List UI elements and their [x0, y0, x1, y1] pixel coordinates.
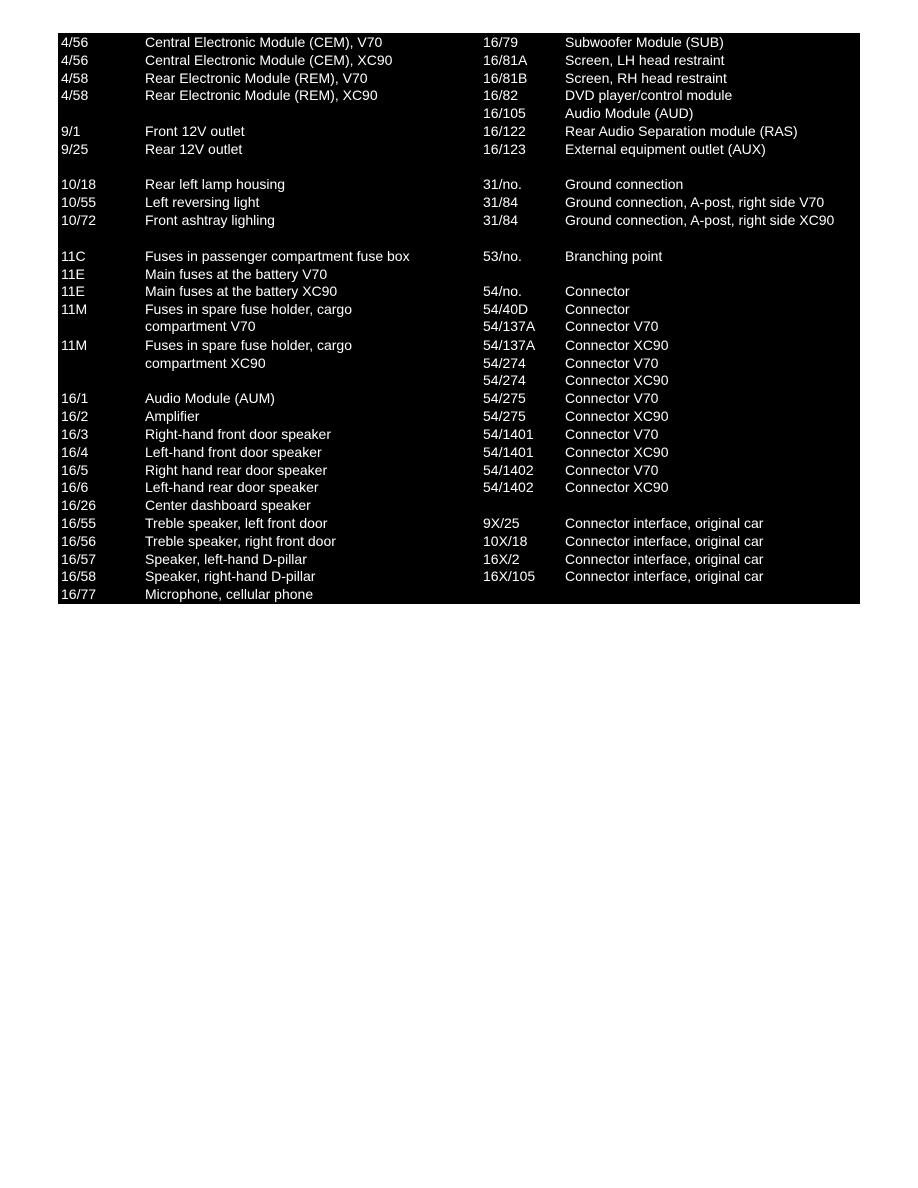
component-description: Connector XC90 [565, 372, 669, 388]
component-description: Treble speaker, left front door [145, 515, 328, 531]
component-description: Fuses in spare fuse holder, cargo [145, 301, 353, 317]
component-code: 54/1402 [483, 462, 534, 478]
component-code: 54/274 [483, 355, 526, 371]
component-description: Rear Electronic Module (REM), V70 [145, 70, 368, 86]
component-code: 16/77 [61, 586, 97, 602]
component-code: 16/3 [61, 426, 89, 442]
component-description: Connector XC90 [565, 444, 669, 460]
component-code: 16/56 [61, 533, 97, 549]
component-code: 16/58 [61, 568, 97, 584]
component-code: 11E [61, 283, 85, 299]
component-code: 11M [61, 301, 88, 317]
component-code: 31/84 [483, 194, 519, 210]
component-description: Connector XC90 [565, 337, 669, 353]
component-code: 31/no. [483, 176, 522, 192]
component-description: Fuses in passenger compartment fuse box [145, 248, 410, 264]
component-description: Branching point [565, 248, 663, 264]
component-code: 16/122 [483, 123, 526, 139]
component-description: Right hand rear door speaker [145, 462, 328, 478]
component-code: 10/55 [61, 194, 97, 210]
component-description: Screen, RH head restraint [565, 70, 727, 86]
component-code: 16/1 [61, 390, 89, 406]
component-code: 16/57 [61, 551, 97, 567]
component-description: Left-hand rear door speaker [145, 479, 319, 495]
component-description: Ground connection [565, 176, 684, 192]
component-description: Connector [565, 283, 630, 299]
component-code: 11M [61, 337, 88, 353]
component-code: 54/40D [483, 301, 529, 317]
component-code: 9/25 [61, 141, 89, 157]
component-description: Connector V70 [565, 462, 659, 478]
component-code: 31/84 [483, 212, 519, 228]
component-code: 16/79 [483, 34, 519, 50]
component-code: 53/no. [483, 248, 522, 264]
component-description: Right-hand front door speaker [145, 426, 331, 442]
component-code: 54/1401 [483, 426, 534, 442]
component-description: Audio Module (AUM) [145, 390, 275, 406]
component-description: compartment V70 [145, 318, 256, 334]
component-description: Central Electronic Module (CEM), V70 [145, 34, 383, 50]
component-code: 11E [61, 266, 85, 282]
component-code: 16/81A [483, 52, 528, 68]
component-description: Left reversing light [145, 194, 260, 210]
component-code: 54/274 [483, 372, 526, 388]
component-description: Connector interface, original car [565, 568, 764, 584]
component-description: Front 12V outlet [145, 123, 245, 139]
component-code: 16X/105 [483, 568, 536, 584]
component-description: Amplifier [145, 408, 200, 424]
component-code: 4/56 [61, 34, 89, 50]
component-description: Connector V70 [565, 318, 659, 334]
component-code: 16/55 [61, 515, 97, 531]
component-code: 9/1 [61, 123, 81, 139]
component-code: 54/no. [483, 283, 522, 299]
component-code: 54/137A [483, 337, 536, 353]
component-code: 54/1401 [483, 444, 534, 460]
component-code: 11C [61, 248, 86, 264]
component-description: Ground connection, A-post, right side V70 [565, 194, 825, 210]
component-description: Ground connection, A-post, right side XC90 [565, 212, 835, 228]
component-description: Connector interface, original car [565, 551, 764, 567]
component-code: 16/123 [483, 141, 526, 157]
component-code: 54/137A [483, 318, 536, 334]
component-code: 16/4 [61, 444, 89, 460]
component-description: Main fuses at the battery XC90 [145, 283, 338, 299]
component-description: Central Electronic Module (CEM), XC90 [145, 52, 393, 68]
component-description: Rear 12V outlet [145, 141, 243, 157]
component-description: compartment XC90 [145, 355, 266, 371]
component-description: Connector XC90 [565, 479, 669, 495]
component-code: 10/18 [61, 176, 97, 192]
component-description: Connector V70 [565, 390, 659, 406]
component-description: Connector XC90 [565, 408, 669, 424]
component-description: Front ashtray lighling [145, 212, 275, 228]
component-description: Connector interface, original car [565, 515, 764, 531]
component-code: 16/5 [61, 462, 89, 478]
component-code: 16/26 [61, 497, 97, 513]
component-code: 54/275 [483, 408, 526, 424]
component-code: 10X/18 [483, 533, 528, 549]
component-description: Connector V70 [565, 355, 659, 371]
component-description: Main fuses at the battery V70 [145, 266, 328, 282]
component-code: 54/275 [483, 390, 526, 406]
component-description: Connector V70 [565, 426, 659, 442]
component-code: 16/82 [483, 87, 519, 103]
component-description: Left-hand front door speaker [145, 444, 322, 460]
component-description: Connector interface, original car [565, 533, 764, 549]
component-code: 16/2 [61, 408, 89, 424]
component-description: Treble speaker, right front door [145, 533, 336, 549]
component-code: 9X/25 [483, 515, 520, 531]
component-description: Microphone, cellular phone [145, 586, 314, 602]
component-legend-panel [58, 33, 860, 604]
component-description: Fuses in spare fuse holder, cargo [145, 337, 353, 353]
component-description: Audio Module (AUD) [565, 105, 694, 121]
component-description: Speaker, right-hand D-pillar [145, 568, 316, 584]
component-code: 4/58 [61, 70, 89, 86]
component-description: Center dashboard speaker [145, 497, 311, 513]
component-description: Screen, LH head restraint [565, 52, 725, 68]
component-code: 54/1402 [483, 479, 534, 495]
component-description: Rear Audio Separation module (RAS) [565, 123, 798, 139]
component-description: Subwoofer Module (SUB) [565, 34, 724, 50]
component-code: 16/6 [61, 479, 89, 495]
component-code: 16X/2 [483, 551, 520, 567]
component-code: 10/72 [61, 212, 97, 228]
component-description: Speaker, left-hand D-pillar [145, 551, 307, 567]
component-description: DVD player/control module [565, 87, 733, 103]
component-code: 16/105 [483, 105, 526, 121]
component-code: 4/58 [61, 87, 89, 103]
component-description: Rear left lamp housing [145, 176, 286, 192]
component-description: External equipment outlet (AUX) [565, 141, 766, 157]
component-code: 4/56 [61, 52, 89, 68]
component-description: Rear Electronic Module (REM), XC90 [145, 87, 378, 103]
component-description: Connector [565, 301, 630, 317]
component-code: 16/81B [483, 70, 528, 86]
